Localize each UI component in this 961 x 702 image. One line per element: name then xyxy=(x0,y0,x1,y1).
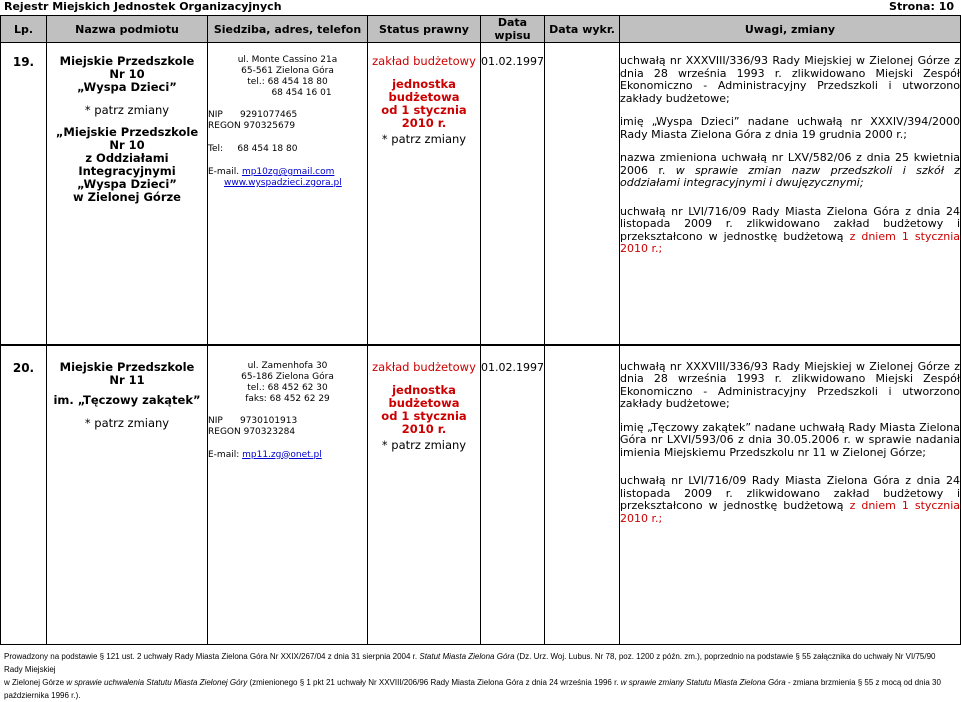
footer-line xyxy=(4,676,956,702)
column-header-notes: Uwagi, zmiany xyxy=(620,16,961,43)
notes-cell xyxy=(620,43,961,345)
see-changes-note: * patrz zmiany xyxy=(84,103,170,117)
note-paragraph: uchwałą nr XXXVIII/336/93 Rady Miejskiej w Zielonej Górze z dnia 28 września 1993 r. zlikwidowano Miejski Zespół Ekonomiczno - Administracyjny Przedszkoli i utworzono zakłady budżetowe; xyxy=(620,54,960,105)
website-link[interactable]: www.wyspadzieci.zgora.pl xyxy=(224,178,342,188)
note-text: nazwa zmieniona uchwałą nr LXV/582/06 z dnia 25 kwietnia 2006 r. xyxy=(620,151,960,177)
entity-name-line: z Oddziałami Integracyjnymi xyxy=(78,151,176,178)
nip-number: NIP 9291077465 xyxy=(208,110,298,120)
footer-text-italic: w sprawie uchwalenia Statutu Miasta Zielonej Góry xyxy=(66,678,248,687)
address-line: 65-186 Zielona Góra xyxy=(241,371,334,382)
row-number: 20. xyxy=(1,345,47,645)
footer-text-italic: Statut Miasta Zielona Góra xyxy=(419,652,515,661)
email-label: E-mail: xyxy=(208,449,243,460)
notes-cell xyxy=(620,345,961,645)
column-header-address: Siedziba, adres, telefon xyxy=(208,16,368,43)
status-old: zakład budżetowy xyxy=(372,54,476,68)
entity-name-line: Miejskie Przedszkole xyxy=(59,359,195,374)
phone-line: 68 454 16 01 xyxy=(271,88,332,98)
see-changes-note: * patrz zmiany xyxy=(381,437,467,452)
status-new: 2010 r. xyxy=(401,421,447,436)
entity-name-line: „Wyspa Dzieci” xyxy=(77,177,177,191)
entity-name-line: Nr 10 xyxy=(109,67,145,81)
entity-name-cell xyxy=(47,345,208,645)
status-new: jednostka xyxy=(392,77,456,91)
status-new: od 1 stycznia xyxy=(381,408,467,423)
address-cell xyxy=(208,43,368,345)
note-text-red: z dniem 1 stycznia 2010 r.; xyxy=(620,229,960,255)
regon-number: REGON 970325679 xyxy=(208,121,296,131)
status-new: jednostka xyxy=(392,382,456,397)
note-text-red: z dniem 1 stycznia 2010 r.; xyxy=(620,499,960,525)
status-new: budżetowa xyxy=(388,395,460,410)
note-text: uchwałą nr LVI/716/09 Rady Miasta Zielona Góra z dnia 24 listopada 2009 r. zlikwidowano zakład budżetowy i przekształcono w jednostkę budżetową xyxy=(620,204,960,243)
footer-text: (Dz. Urz. Woj. Lubus. Nr 78, poz. 1200 z późn. zm.), poprzednio na podstawie § 55 załącznika do uchwały Nr VI/75/90 Rady Miejskiej xyxy=(4,652,936,674)
table-row xyxy=(1,43,961,345)
column-header-name: Nazwa podmiotu xyxy=(47,16,208,43)
column-header-status: Status prawny xyxy=(368,16,481,43)
table-row xyxy=(1,345,961,645)
footer-text-italic: w sprawie zmiany Statutu Miasta Zielona Góra xyxy=(620,678,786,687)
address-line: ul. Monte Cassino 21a xyxy=(237,55,338,65)
column-header-removal-date: Data wykr. xyxy=(545,16,620,43)
email-link[interactable]: mp10zg@gmail.com xyxy=(241,167,335,177)
entity-name-cell xyxy=(47,43,208,345)
column-header-lp: Lp. xyxy=(1,16,47,43)
phone-line: tel.: 68 452 62 30 xyxy=(247,382,328,393)
nip-number: NIP 9730101913 xyxy=(208,415,298,426)
note-text: uchwałą nr LVI/716/09 Rady Miasta Zielona Góra z dnia 24 listopada 2009 r. zlikwidowano zakład budżetowy i przekształcono w jednostkę budżetową xyxy=(620,474,960,512)
footer-text: (zmienionego § 1 pkt 21 uchwały Nr XXVIII/206/96 Rady Miasta Zielona Góra z dnia 24 września 1996 r. xyxy=(247,678,621,687)
entity-name-line: „Wyspa Dzieci” xyxy=(77,80,177,94)
register-table xyxy=(0,15,961,645)
footer-text: w Zielonej Górze xyxy=(4,678,67,687)
entity-name-line: im. „Tęczowy zakątek” xyxy=(53,392,201,407)
note-paragraph xyxy=(620,475,960,525)
note-text-italic: w sprawie zmian nazw przedszkoli i szkół z oddziałami integracyjnymi i dwujęzycznymi; xyxy=(620,163,960,189)
see-changes-note: * patrz zmiany xyxy=(381,132,467,146)
status-new: budżetowa xyxy=(388,90,460,104)
email-link[interactable]: mp11.zg@onet.pl xyxy=(242,449,322,460)
entity-name-line: Miejskie Przedszkole xyxy=(59,54,195,68)
footer-text: Prowadzony na podstawie § 121 ust. 2 uchwały Rady Miasta Zielona Góra Nr XXIX/267/04 z dnia 31 sierpnia 2004 r. xyxy=(4,652,420,661)
entry-date: 01.02.1997 xyxy=(481,345,545,645)
footer-line xyxy=(4,650,956,676)
entity-name-line: „Miejskie Przedszkole Nr 10 xyxy=(55,125,199,152)
entry-date: 01.02.1997 xyxy=(481,43,545,345)
column-header-entry-date: Data wpisu xyxy=(481,16,545,43)
note-paragraph xyxy=(620,152,960,190)
email-label: E-mail. xyxy=(208,167,242,177)
removal-date xyxy=(545,345,620,645)
page-footer xyxy=(4,650,956,702)
note-paragraph: imię „Wyspa Dzieci” nadane uchwałą nr XXXIV/394/2000 Rady Miasta Zielona Góra z dnia 19 grudnia 2000 r.; xyxy=(620,115,960,141)
status-cell xyxy=(368,43,481,345)
note-paragraph xyxy=(620,206,960,256)
entity-name-line: Nr 11 xyxy=(109,372,145,387)
status-old: zakład budżetowy xyxy=(372,359,476,374)
status-new: 2010 r. xyxy=(401,116,447,130)
phone-line: tel.: 68 454 18 80 xyxy=(247,77,328,87)
note-paragraph: uchwałą nr XXXVIII/336/93 Rady Miejskiej w Zielonej Górze z dnia 28 września 1993 r. zlikwidowano Miejski Zespół Ekonomiczno - Administracyjny Przedszkoli i utworzono zakłady budżetowe; xyxy=(620,359,960,410)
fax-line: faks: 68 452 62 29 xyxy=(245,393,330,404)
table-header-row xyxy=(1,16,961,43)
footer-text: - zmiana brzmienia § 55 z mocą od dnia 30 października 1996 r.). xyxy=(4,678,941,700)
see-changes-note: * patrz zmiany xyxy=(84,415,170,430)
address-line: 65-561 Zielona Góra xyxy=(241,66,334,76)
status-new: od 1 stycznia xyxy=(381,103,467,117)
phone-line: Tel: 68 454 18 80 xyxy=(208,144,298,154)
address-cell xyxy=(208,345,368,645)
regon-number: REGON 970323284 xyxy=(208,426,296,437)
removal-date xyxy=(545,43,620,345)
entity-name-line: w Zielonej Górze xyxy=(73,190,181,204)
address-line: ul. Zamenhofa 30 xyxy=(247,360,328,371)
row-number: 19. xyxy=(1,43,47,345)
page-title: Rejestr Miejskich Jednostek Organizacyjnych xyxy=(4,0,282,13)
note-paragraph: imię „Tęczowy zakątek” nadane uchwałą Rady Miasta Zielona Góra nr LXVI/593/06 z dnia 30.05.2006 r. w sprawie nadania imienia Miejskiemu Przedszkolu nr 11 w Zielonej Górze; xyxy=(620,420,960,459)
page-number: Strona: 10 xyxy=(889,0,954,13)
status-cell xyxy=(368,345,481,645)
